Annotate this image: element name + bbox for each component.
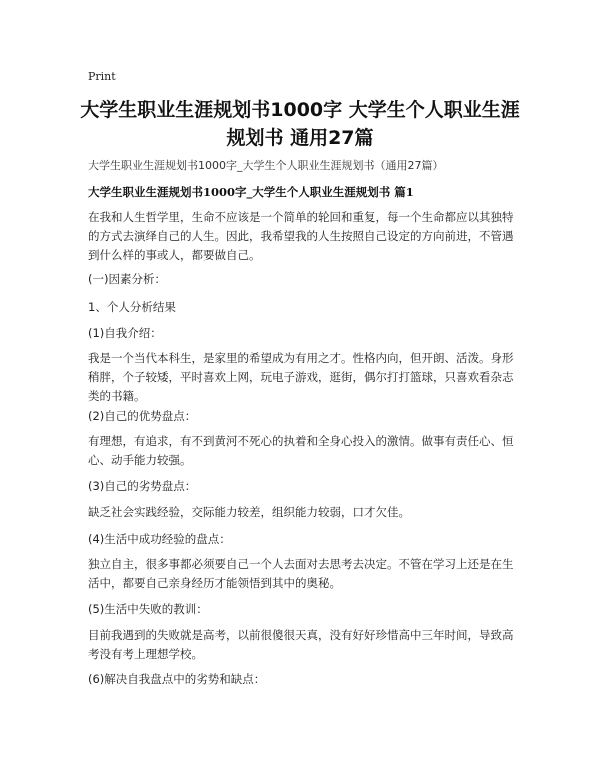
weaknesses-heading: (3)自己的劣势盘点： bbox=[88, 479, 197, 493]
failure-paragraph: 目前我遇到的失败就是高考，以前很傻很天真，没有好好珍惜高中三年时间，导致高考没有考上理想学校。 bbox=[88, 628, 514, 661]
personal-analysis-heading: 1、个人分析结果 bbox=[88, 300, 176, 314]
strengths-paragraph: 有理想，有追求，有不到黄河不死心的执着和全身心投入的激情。做事有责任心、恒心、动手能力较强。 bbox=[88, 434, 514, 467]
weaknesses-paragraph: 缺乏社会实践经验，交际能力较差，组织能力较弱，口才欠佳。 bbox=[88, 505, 410, 519]
intro-paragraph: 在我和人生哲学里，生命不应该是一个简单的轮回和重复，每一个生命都应以其独特的方式去演绎自己的人生。因此，我希望我的人生按照自己设定的方向前进，不管遇到什么样的事或人，都要做自己。 bbox=[88, 210, 514, 262]
document-subtitle: 大学生职业生涯规划书1000字_大学生个人职业生涯规划书（通用27篇） bbox=[88, 159, 444, 172]
self-intro-paragraph: 我是一个当代本科生，是家里的希望成为有用之才。性格内向，但开朗、活泼。身形稍胖，个子较矮，平时喜欢上网，玩电子游戏，逛街，偶尔打打篮球，只喜欢看杂志类的书籍。 bbox=[88, 351, 514, 403]
self-intro-heading: (1)自我介绍： bbox=[88, 326, 162, 340]
success-heading: (4)生活中成功经验的盘点： bbox=[88, 532, 231, 546]
document-title: 大学生职业生涯规划书1000字 大学生个人职业生涯规划书 通用27篇 bbox=[80, 99, 520, 149]
solution-heading: (6)解决自我盘点中的劣势和缺点： bbox=[88, 672, 266, 686]
failure-heading: (5)生活中失败的教训： bbox=[88, 602, 208, 616]
success-paragraph: 独立自主，很多事都必须要自己一个人去面对去思考去决定。不管在学习上还是在生活中，都要自己亲身经历才能领悟到其中的奥秘。 bbox=[88, 557, 514, 590]
print-label: Print bbox=[88, 70, 116, 83]
factor-analysis-heading: (一)因素分析： bbox=[88, 272, 166, 286]
section-heading: 大学生职业生涯规划书1000字_大学生个人职业生涯规划书 篇1 bbox=[88, 185, 414, 199]
strengths-heading: (2)自己的优势盘点： bbox=[88, 409, 197, 423]
